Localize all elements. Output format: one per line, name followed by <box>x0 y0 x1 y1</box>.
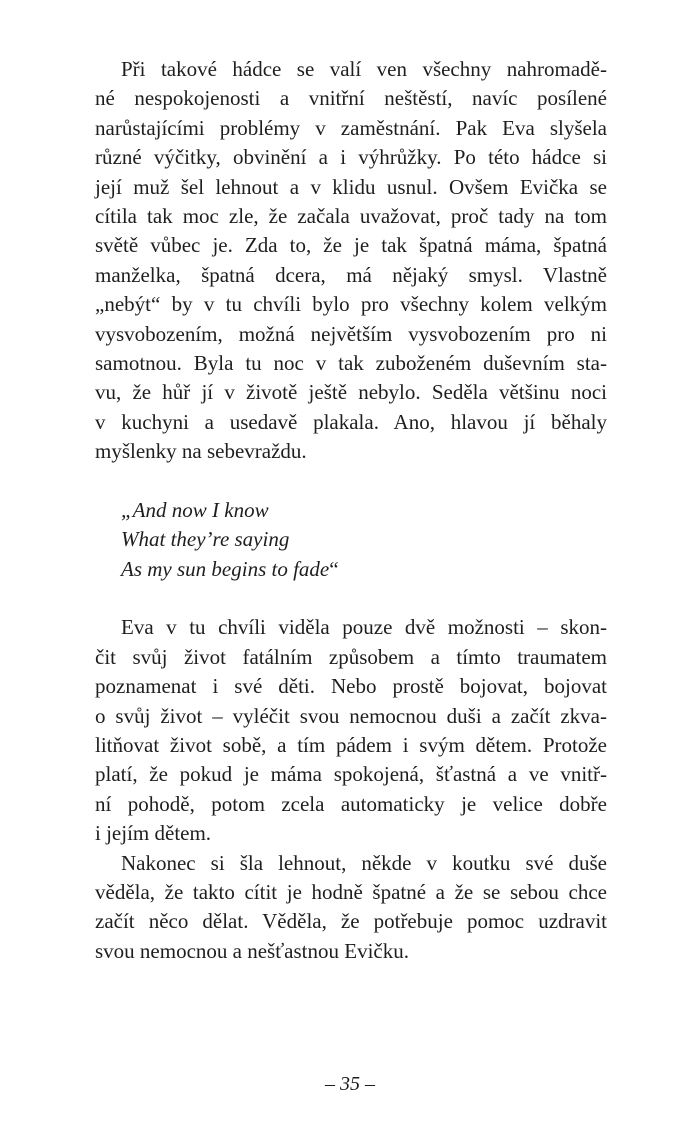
paragraph-3 <box>95 849 607 967</box>
paragraph-2 <box>95 613 607 848</box>
text-line: „nebýt“ by v tu chvíli bylo pro všechny kolem velkým <box>95 292 607 317</box>
text-line: narůstajícími problémy v zaměstnání. Pak Eva slyšela <box>95 115 607 140</box>
text-line: vysvobozením, možná největším vysvobozením pro ni <box>95 321 607 346</box>
paragraph-1 <box>95 55 607 466</box>
text-line: né nespokojenosti a vnitřní neštěstí, navíc posílené <box>95 86 607 111</box>
text-line: věděla, že takto cítit je hodně špatné a že se sebou chce <box>95 879 607 904</box>
song-quote <box>95 496 607 584</box>
text-line: vu, že hůř jí v životě ještě nebylo. Seděla většinu noci <box>95 380 607 405</box>
quote-line-text: As my sun begins to fade <box>121 556 330 581</box>
text-line: poznamenat i své děti. Nebo prostě bojovat, bojovat <box>95 674 607 699</box>
text-line: světě vůbec je. Zda to, že je tak špatná máma, špatná <box>95 233 607 258</box>
quote-line: What they’re saying <box>121 527 290 552</box>
text-line: litňovat život sobě, a tím pádem i svým dětem. Protože <box>95 732 607 757</box>
text-line: ní pohodě, potom zcela automaticky je velice dobře <box>95 791 607 816</box>
text-line: Při takové hádce se valí ven všechny nahromadě- <box>121 57 607 81</box>
text-line: její muž šel lehnout a v klidu usnul. Ovšem Evička se <box>95 174 607 199</box>
text-line: Nakonec si šla lehnout, někde v koutku své duše <box>121 850 607 875</box>
text-line: myšlenky na sebevraždu. <box>95 439 307 464</box>
text-line: čit svůj život fatálním způsobem a tímto traumatem <box>95 644 607 669</box>
spacer <box>95 584 607 613</box>
quote-line <box>121 555 607 584</box>
text-line: cítila tak moc zle, že začala uvažovat, proč tady na tom <box>95 203 607 228</box>
text-line: svou nemocnou a nešťastnou Evičku. <box>95 938 409 963</box>
text-line: Eva v tu chvíli viděla pouze dvě možnosti – skon- <box>121 615 607 640</box>
text-line: o svůj život – vyléčit svou nemocnou duši a začít zkva- <box>95 703 607 728</box>
page-number: – 35 – <box>325 1073 375 1095</box>
quote-closing-mark: “ <box>329 556 339 581</box>
book-page <box>95 55 607 966</box>
text-line: i jejím dětem. <box>95 821 212 846</box>
text-line: manželka, špatná dcera, má nějaký smysl. Vlastně <box>95 262 607 287</box>
spacer <box>95 466 607 495</box>
text-line: různé výčitky, obvinění a i výhrůžky. Po této hádce si <box>95 145 607 170</box>
text-line: samotnou. Byla tu noc v tak zuboženém duševním sta- <box>95 350 607 375</box>
quote-line: „And now I know <box>121 497 269 522</box>
text-line: v kuchyni a usedavě plakala. Ano, hlavou jí běhaly <box>95 409 607 434</box>
text-line: začít něco dělat. Věděla, že potřebuje pomoc uzdravit <box>95 909 607 934</box>
text-line: platí, že pokud je máma spokojená, šťastná a ve vnitř- <box>95 762 607 787</box>
